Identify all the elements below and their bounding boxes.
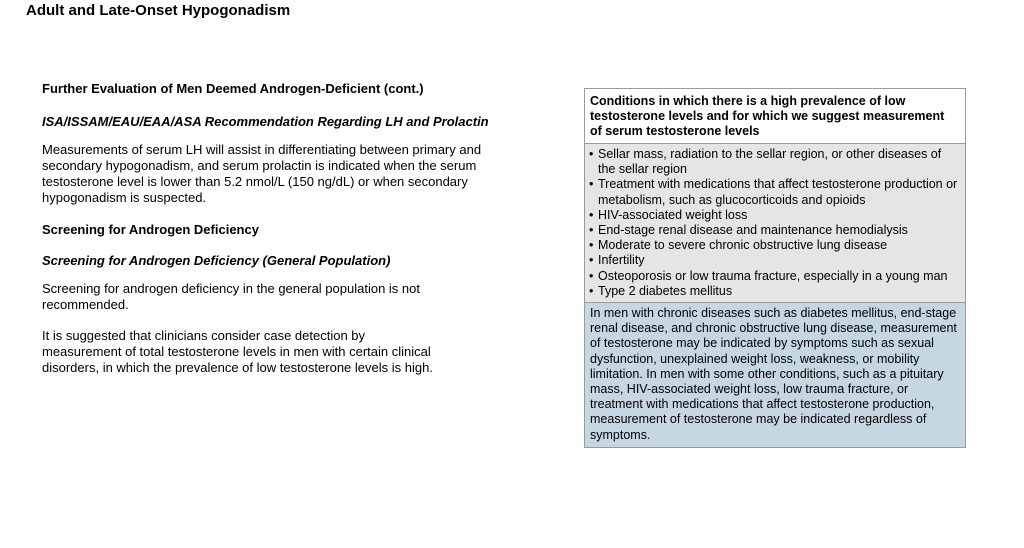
list-item <box>589 208 959 223</box>
list-item-text: Infertility <box>598 253 645 268</box>
bullet-icon: • <box>589 283 594 298</box>
recommendation-heading: ISA/ISSAM/EAU/EAA/ASA Recommendation Regarding LH and Prolactin <box>42 114 489 129</box>
list-item-text: HIV-associated weight loss <box>598 207 748 222</box>
list-item <box>589 177 959 207</box>
list-item-text: Moderate to severe chronic obstructive lung disease <box>598 238 888 253</box>
list-item <box>589 238 959 253</box>
lh-prolactin-paragraph: Measurements of serum LH will assist in differentiating between primary and secondary hypogonadism, and serum prolactin is indicated when the serum testosterone level is lower than 5.2 nmol/L (150 ng/dL) or when secondary hypogonadism is suspected. <box>42 142 482 205</box>
bullet-icon: • <box>589 268 594 283</box>
further-evaluation-heading: Further Evaluation of Men Deemed Androgen-Deficient (cont.) <box>42 81 424 96</box>
list-item-text: End-stage renal disease and maintenance hemodialysis <box>598 223 908 238</box>
screening-general-heading: Screening for Androgen Deficiency (General Population) <box>42 253 391 268</box>
list-item <box>589 284 959 299</box>
bullet-icon: • <box>589 207 594 222</box>
list-item-text: Sellar mass, radiation to the sellar region, or other diseases of the sellar region <box>598 147 942 177</box>
screening-heading: Screening for Androgen Deficiency <box>42 222 259 237</box>
conditions-list <box>585 144 965 303</box>
screening-paragraph-2: It is suggested that clinicians consider case detection by measurement of total testosterone levels in men with certain clinical disorders, in which the prevalence of low testosterone levels is high. <box>42 328 433 375</box>
bullet-icon: • <box>589 177 594 192</box>
list-item <box>589 147 959 177</box>
list-item-text: Osteoporosis or low trauma fracture, especially in a young man <box>598 268 948 283</box>
bullet-icon: • <box>589 238 594 253</box>
page-title: Adult and Late-Onset Hypogonadism <box>26 2 291 19</box>
bullet-icon: • <box>589 253 594 268</box>
conditions-panel-note: In men with chronic diseases such as diabetes mellitus, end-stage renal disease, and chronic obstructive lung disease, measurement of testosterone may be indicated by symptoms such as sexual dysfunction, unexplained weight loss, weakness, or mobility limitation. In men with some other conditions, such as a pituitary mass, HIV-associated weight loss, low trauma fracture, or treatment with medications that affect testosterone production, measurement of testosterone may be indicated regardless of symptoms. <box>585 303 965 447</box>
bullet-icon: • <box>589 147 594 161</box>
list-item <box>589 223 959 238</box>
conditions-panel <box>584 88 966 448</box>
list-item-text: Type 2 diabetes mellitus <box>598 283 733 298</box>
list-item <box>589 269 959 284</box>
bullet-icon: • <box>589 223 594 238</box>
conditions-panel-heading: Conditions in which there is a high prevalence of low testosterone levels and for which we suggest measurement of serum testosterone levels <box>585 89 965 144</box>
list-item <box>589 253 959 268</box>
list-item-text: Treatment with medications that affect testosterone production or metabolism, such as glucocorticoids and opioids <box>598 177 958 207</box>
screening-paragraph-1: Screening for androgen deficiency in the general population is not recommended. <box>42 281 420 312</box>
